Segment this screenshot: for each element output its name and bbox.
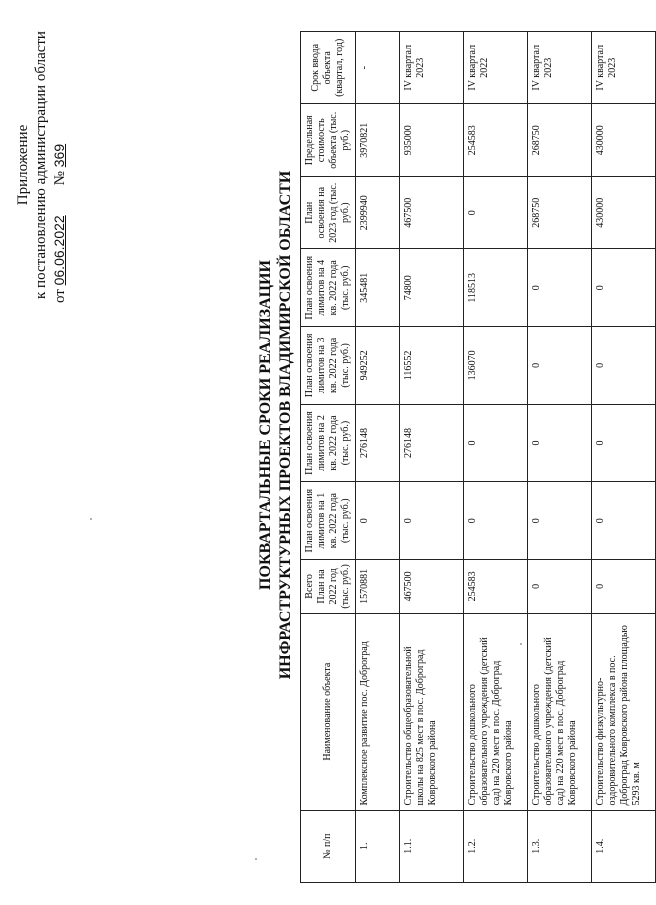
table-header-row <box>301 32 356 883</box>
plan-q4: 74800 <box>400 249 464 327</box>
total-plan-2022: 254583 <box>464 560 528 614</box>
table-row <box>464 32 528 883</box>
total-plan-2022: 0 <box>528 560 592 614</box>
row-number: 1.3. <box>528 810 592 882</box>
commissioning-date: IV квартал 2022 <box>464 32 528 105</box>
object-name: Строительство дошкольного образовательного учреждения (детский сад) на 220 мест в пос. Доброград Ковровского района <box>464 613 528 810</box>
plan-2023: 0 <box>464 176 528 248</box>
scan-speck <box>255 858 257 860</box>
row-number: 1.4. <box>592 810 656 882</box>
plan-q1: 0 <box>528 482 592 560</box>
plan-2023: 430000 <box>592 176 656 248</box>
plan-2023: 467500 <box>400 176 464 248</box>
title-line-1: ПОКВАРТАЛЬНЫЕ СРОКИ РЕАЛИЗАЦИИ <box>257 260 274 590</box>
commissioning-date: - <box>356 32 400 105</box>
header-cell: План освоения лимитов на 1 кв. 2022 года (тыс. руб.) <box>301 482 356 560</box>
max-cost: 935000 <box>400 104 464 176</box>
row-number: 1. <box>356 810 400 882</box>
plan-q4: 118513 <box>464 249 528 327</box>
plan-q4: 0 <box>592 249 656 327</box>
table-row <box>592 32 656 883</box>
appendix-date-line <box>50 15 69 303</box>
object-name: Строительство дошкольного образовательного учреждения (детский сад) на 220 мест в пос. Доброград Ковровского района <box>528 613 592 810</box>
header-cell: Срок ввода объекта (квартал, год) <box>301 32 356 105</box>
max-cost: 254583 <box>464 104 528 176</box>
plan-q2: 276148 <box>400 404 464 482</box>
total-plan-2022: 0 <box>592 560 656 614</box>
appendix-block <box>14 15 69 315</box>
plan-2023: 268750 <box>528 176 592 248</box>
plan-q1: 0 <box>464 482 528 560</box>
decree-number: 369 <box>51 143 67 168</box>
plan-q3: 0 <box>528 327 592 405</box>
row-number: 1.1. <box>400 810 464 882</box>
title-line-2: ИНФРАСТРУКТУРНЫХ ПРОЕКТОВ ВЛАДИМИРСКОЙ ОБЛАСТИ <box>277 170 294 680</box>
max-cost: 268750 <box>528 104 592 176</box>
header-cell: Наименование объекта <box>301 613 356 810</box>
scan-speck <box>520 643 522 645</box>
plan-q1: 0 <box>400 482 464 560</box>
header-cell: План освоения лимитов на 2 кв. 2022 года (тыс. руб.) <box>301 404 356 482</box>
number-prefix: № <box>52 171 68 186</box>
plan-q4: 345481 <box>356 249 400 327</box>
scan-speck <box>90 518 92 520</box>
plan-q2: 276148 <box>356 404 400 482</box>
plan-q3: 116552 <box>400 327 464 405</box>
object-name: Комплексное развитие пос. Доброград <box>356 613 400 810</box>
header-cell: План освоения лимитов на 4 кв. 2022 года (тыс. руб.) <box>301 249 356 327</box>
plan-q2: 0 <box>592 404 656 482</box>
date-prefix: от <box>52 289 68 303</box>
header-cell: План освоения на 2023 год (тыс. руб.) <box>301 176 356 248</box>
row-number: 1.2. <box>464 810 528 882</box>
table-row <box>400 32 464 883</box>
commissioning-date: IV квартал 2023 <box>528 32 592 105</box>
plan-q1: 0 <box>356 482 400 560</box>
commissioning-date: IV квартал 2023 <box>592 32 656 105</box>
object-name: Строительство общеобразовательной школы на 825 мест в пос. Доброград Ковровского района <box>400 613 464 810</box>
header-cell: № п/п <box>301 810 356 882</box>
total-plan-2022: 1570881 <box>356 560 400 614</box>
header-cell: Всего План на 2022 год (тыс. руб.) <box>301 560 356 614</box>
plan-q4: 0 <box>528 249 592 327</box>
plan-q3: 136070 <box>464 327 528 405</box>
header-cell: Предельная стоимость объекта (тыс. руб.) <box>301 104 356 176</box>
max-cost: 430000 <box>592 104 656 176</box>
table-row <box>528 32 592 883</box>
plan-q2: 0 <box>528 404 592 482</box>
plan-q2: 0 <box>464 404 528 482</box>
total-plan-2022: 467500 <box>400 560 464 614</box>
plan-q3: 0 <box>592 327 656 405</box>
projects-table <box>300 31 656 883</box>
object-name: Строительство физкультурно-оздоровительного комплекса в пос. Доброград Ковровского района площадью 5293 кв. м <box>592 613 656 810</box>
appendix-title: Приложение <box>15 124 31 206</box>
plan-q1: 0 <box>592 482 656 560</box>
commissioning-date: IV квартал 2023 <box>400 32 464 105</box>
table-row <box>356 32 400 883</box>
max-cost: 3970821 <box>356 104 400 176</box>
document-title <box>256 145 296 705</box>
appendix-ref: к постановлению администрации области <box>33 31 49 299</box>
plan-q3: 949252 <box>356 327 400 405</box>
plan-2023: 2399940 <box>356 176 400 248</box>
decree-date: 06.06.2022 <box>51 215 67 286</box>
header-cell: План освоения лимитов на 3 кв. 2022 года (тыс. руб.) <box>301 327 356 405</box>
